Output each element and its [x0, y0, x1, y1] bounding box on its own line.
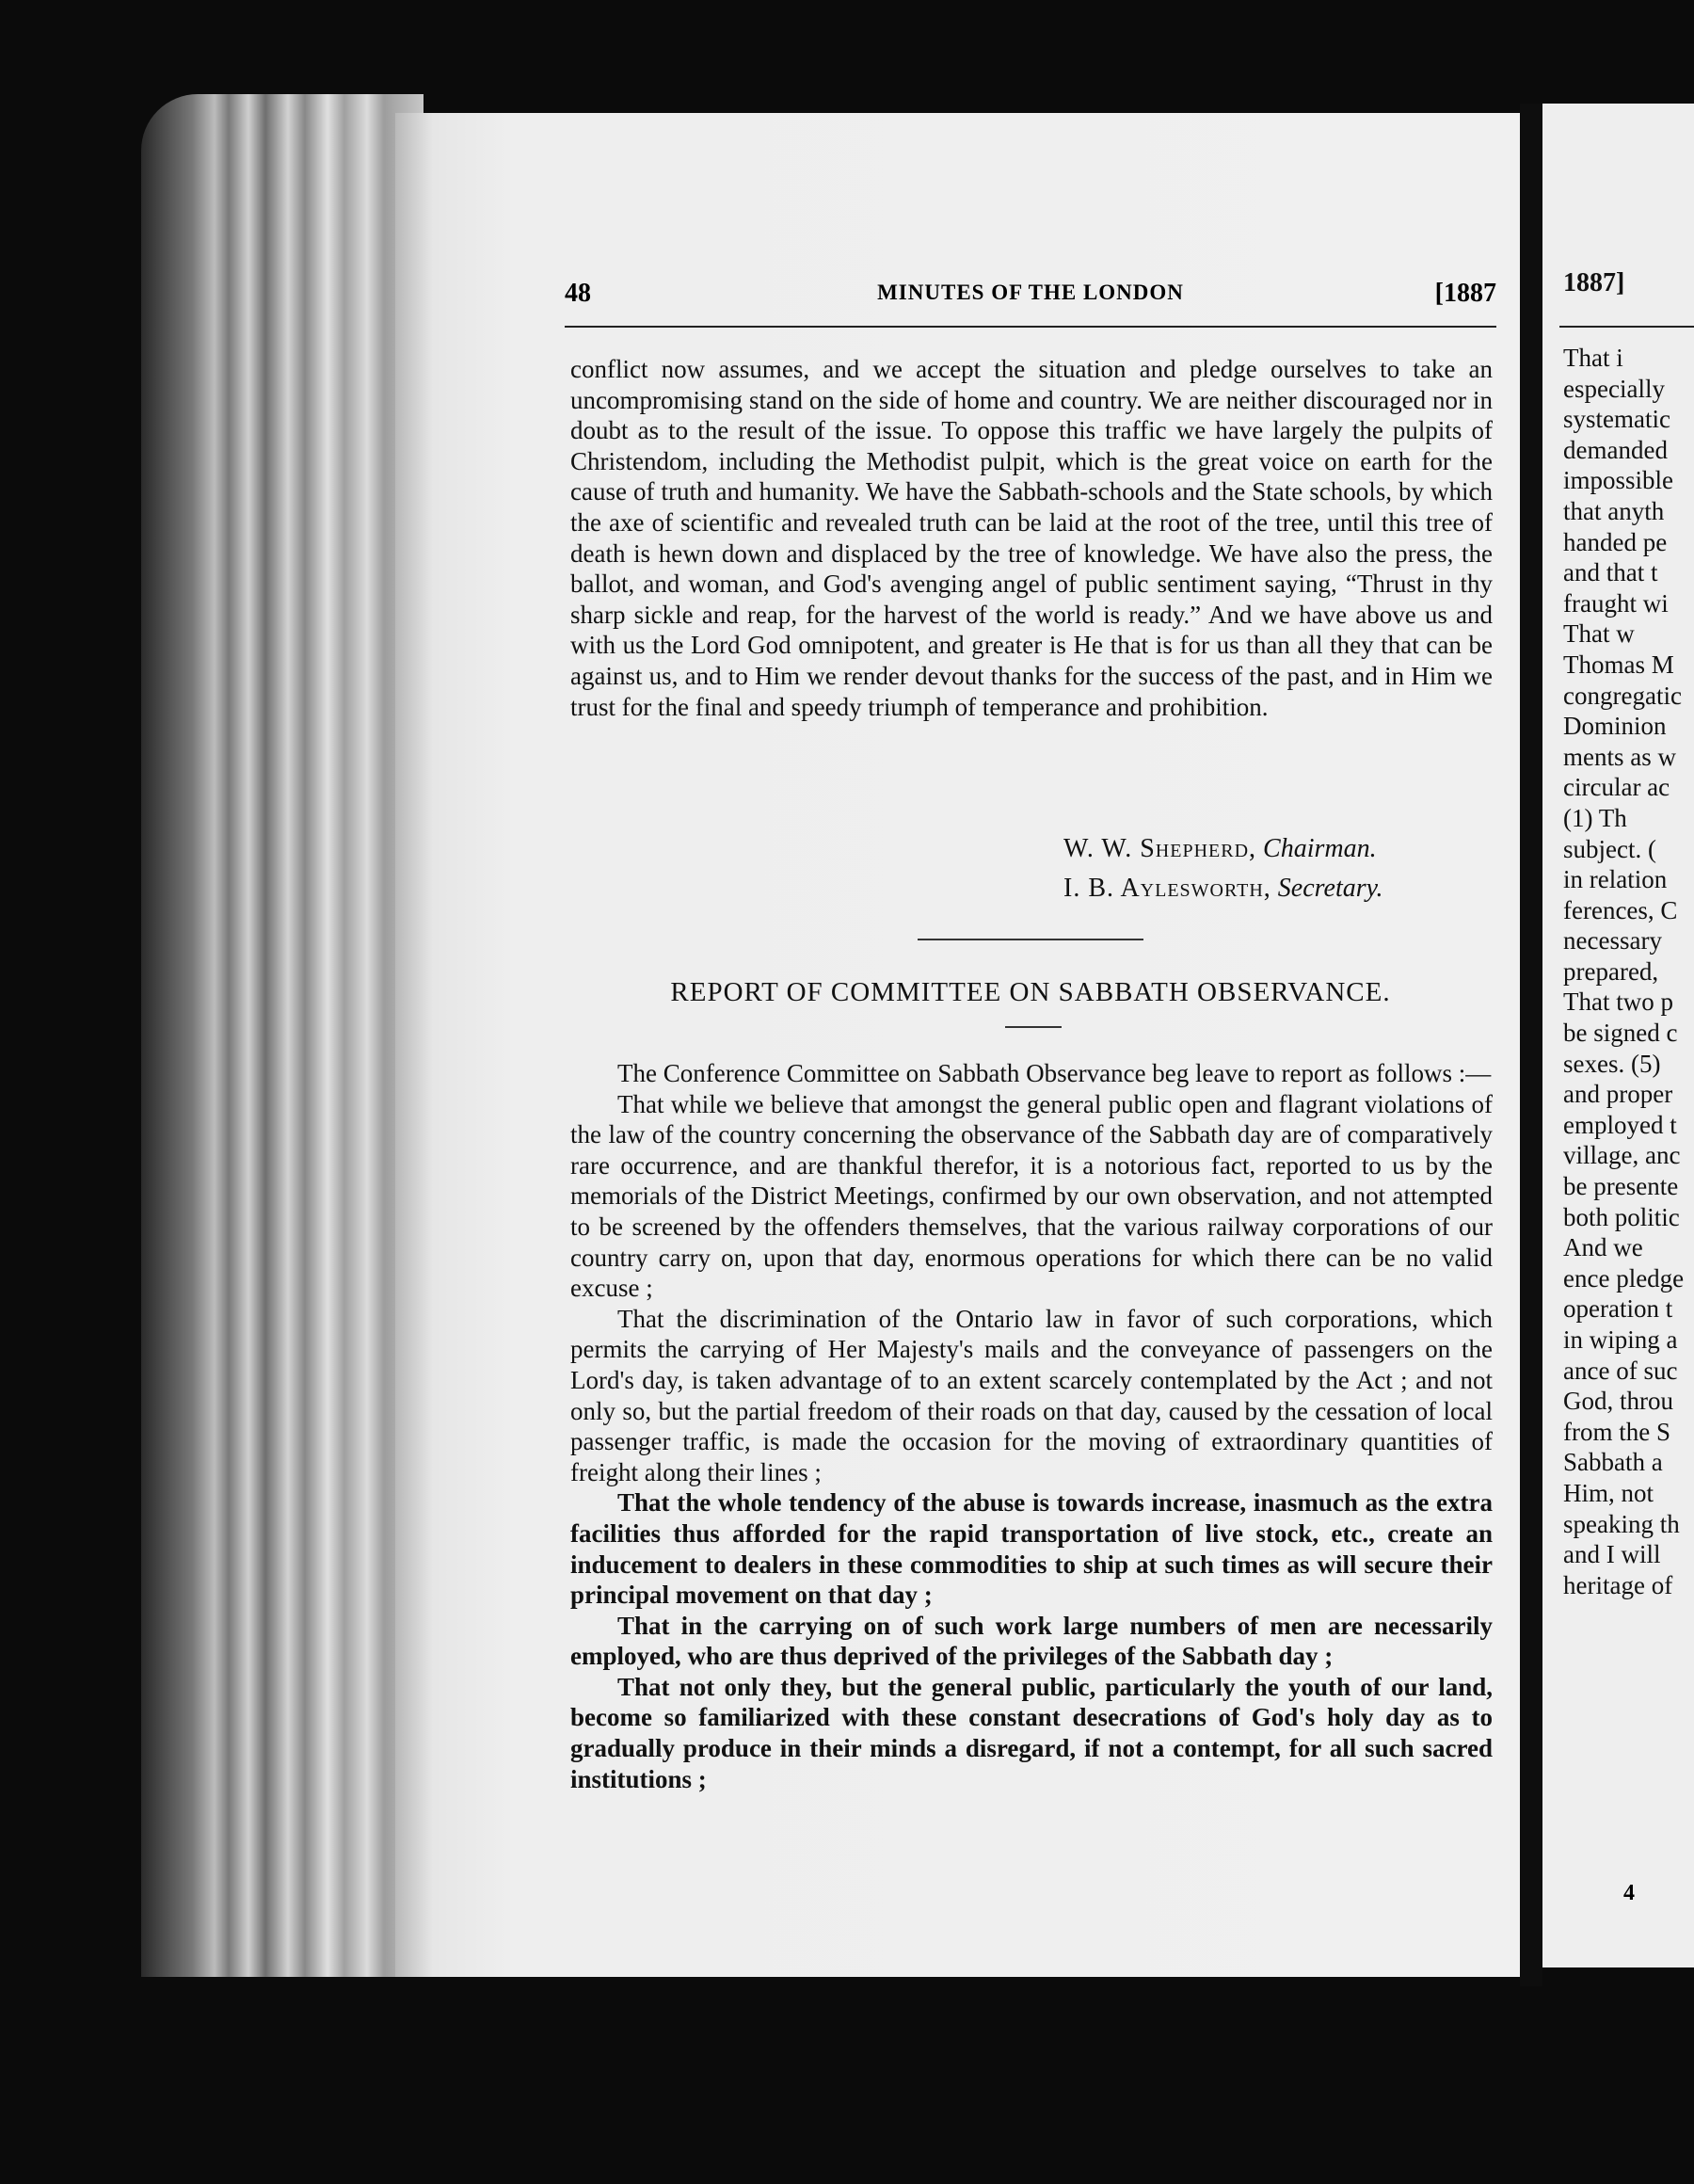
right-page-line: That two p [1563, 988, 1673, 1017]
report-paragraph: That the discrimination of the Ontario law in favor of such corporations, which permits the carrying of Her Majesty's mails and the conveyance of passengers on the Lord's day, is taken advantage of to an extent scarcely contemplated by the Act ; and not only so, but the partial freedom of their roads on that day, caused by the cessation of local passenger traffic, is made the occasion for the moving of extraordinary quantities of freight along their lines ; [570, 1304, 1493, 1486]
right-page-line: That i [1563, 344, 1623, 372]
book-gutter [1520, 104, 1542, 1986]
right-page-line: necessary [1563, 926, 1662, 956]
signature-role: Secretary. [1277, 874, 1383, 903]
right-page-line: heritage of [1563, 1570, 1673, 1599]
right-page-line: speaking th [1563, 1509, 1680, 1538]
signature-name: I. B. Aylesworth, [1063, 874, 1271, 903]
right-page-line: sexes. (5) [1563, 1049, 1661, 1078]
intro-text [570, 354, 1493, 722]
running-head: MINUTES OF THE LONDON [877, 281, 1184, 304]
right-page [1542, 104, 1694, 1967]
right-page-line: be presente [1563, 1172, 1679, 1201]
right-page-line: and I will [1563, 1540, 1661, 1569]
right-page-line: in wiping a [1563, 1325, 1678, 1354]
heading-divider [1005, 1026, 1062, 1028]
right-page-line: and that t [1563, 558, 1658, 587]
right-page-line: demanded [1563, 435, 1668, 464]
right-page-line: Thomas M [1563, 650, 1674, 679]
right-page-line: both politic [1563, 1202, 1680, 1231]
right-page-line: impossible [1563, 466, 1674, 495]
right-page-line: And we [1563, 1233, 1643, 1262]
right-page-line: ance of suc [1563, 1356, 1678, 1385]
right-page-line: in relation [1563, 865, 1668, 894]
right-page-line: prepared, [1563, 956, 1659, 986]
right-page-line: handed pe [1563, 527, 1668, 556]
page-number: 48 [565, 279, 591, 308]
report-paragraph: That the whole tendency of the abuse is towards increase, inasmuch as the extra facilities thus afforded for the rapid transportation of live stock, etc., create an inducement to dealers in these commodities to ship at such times as will secure their principal movement on that day ; [570, 1488, 1493, 1610]
report-paragraph: That in the carrying on of such work large numbers of men are necessarily employed, who are thus deprived of the privileges of the Sabbath day ; [570, 1611, 1493, 1671]
signature-chairman [1063, 834, 1515, 864]
right-page-line: Sabbath a [1563, 1448, 1663, 1477]
right-page-line: That w [1563, 619, 1635, 649]
section-divider [918, 939, 1143, 940]
right-page-line: ferences, C [1563, 895, 1678, 924]
right-page-line: that anyth [1563, 496, 1665, 525]
intro-paragraph: conflict now assumes, and we accept the situation and pledge ourselves to take an uncompromising stand on the side of home and country. We are neither discouraged nor in doubt as to the result of the issue. To oppose this traffic we have largely the pulpits of Christendom, including the Methodist pulpit, which is the great voice on earth for the cause of truth and humanity. We have the Sabbath-schools and the State schools, by which the axe of scientific and revealed truth can be laid at the root of the tree, until this tree of death is hewn down and displaced by the tree of knowledge. We have also the press, the ballot, and woman, and God's avenging angel of public sentiment saying, “Thrust in thy sharp sickle and reap, for the harvest of the world is ready.” And we have above us and with us the Lord God omnipotent, and greater is He that is for us than all they that can be against us, and to Him we render devout thanks for the success of the past, and in Him we trust for the final and speedy triumph of temperance and prohibition. [570, 355, 1493, 721]
header-year: [1887 [1434, 279, 1496, 308]
report-paragraph: That while we believe that amongst the general public open and flagrant violations of the law of the country concerning the observance of the Sabbath day are of comparatively rare occurrence, and are thankful therefor, it is a notorious fact, reported to us by the memorials of the District Meetings, confirmed by our own observation, and not attempted to be screened by the offenders themselves, that the various railway corporations of our country carry on, upon that day, enormous operations for which there can be no valid excuse ; [570, 1089, 1493, 1303]
signature-secretary [1063, 874, 1515, 904]
right-page-line: operation t [1563, 1294, 1673, 1324]
right-page-line: subject. ( [1563, 834, 1656, 863]
right-page-line: congregatic [1563, 681, 1682, 710]
right-header-year: 1887] [1563, 268, 1625, 297]
header-rule [565, 326, 1496, 328]
right-page-line: circular ac [1563, 773, 1670, 802]
report-heading: REPORT OF COMMITTEE ON SABBATH OBSERVANCE. [670, 977, 1391, 1007]
right-page-line: Dominion [1563, 712, 1667, 741]
right-page-line: God, throu [1563, 1387, 1673, 1416]
signature-name: W. W. Shepherd, [1063, 834, 1257, 863]
right-header-rule [1559, 326, 1694, 328]
right-page-line: systematic [1563, 405, 1670, 434]
right-page-line: employed t [1563, 1110, 1677, 1139]
report-paragraph: The Conference Committee on Sabbath Observance beg leave to report as follows :— [617, 1059, 1492, 1087]
book-page-edges [141, 94, 424, 1977]
right-page-line: Him, not [1563, 1478, 1654, 1507]
signature-role: Chairman. [1263, 834, 1377, 863]
report-text [570, 1058, 1493, 1794]
page-header [565, 279, 1496, 322]
signature-mark: 4 [1623, 1881, 1635, 1905]
right-page-line: (1) Th [1563, 803, 1627, 832]
right-page-text [1563, 343, 1694, 1600]
right-page-line: fraught wi [1563, 588, 1669, 618]
right-page-header [1563, 267, 1694, 299]
right-page-line: village, anc [1563, 1141, 1681, 1170]
report-paragraph: That not only they, but the general public, particularly the youth of our land, become so familiarized with these constant desecrations of God's holy day as to gradually produce in their minds a disregard, if not a contempt, for all such sacred institutions ; [570, 1672, 1493, 1793]
right-page-line: especially [1563, 374, 1665, 403]
right-page-line: be signed c [1563, 1019, 1678, 1048]
right-page-line: and proper [1563, 1080, 1673, 1109]
right-page-line: from the S [1563, 1417, 1670, 1446]
right-page-line: ence pledge [1563, 1263, 1685, 1293]
right-page-line: ments as w [1563, 742, 1676, 771]
